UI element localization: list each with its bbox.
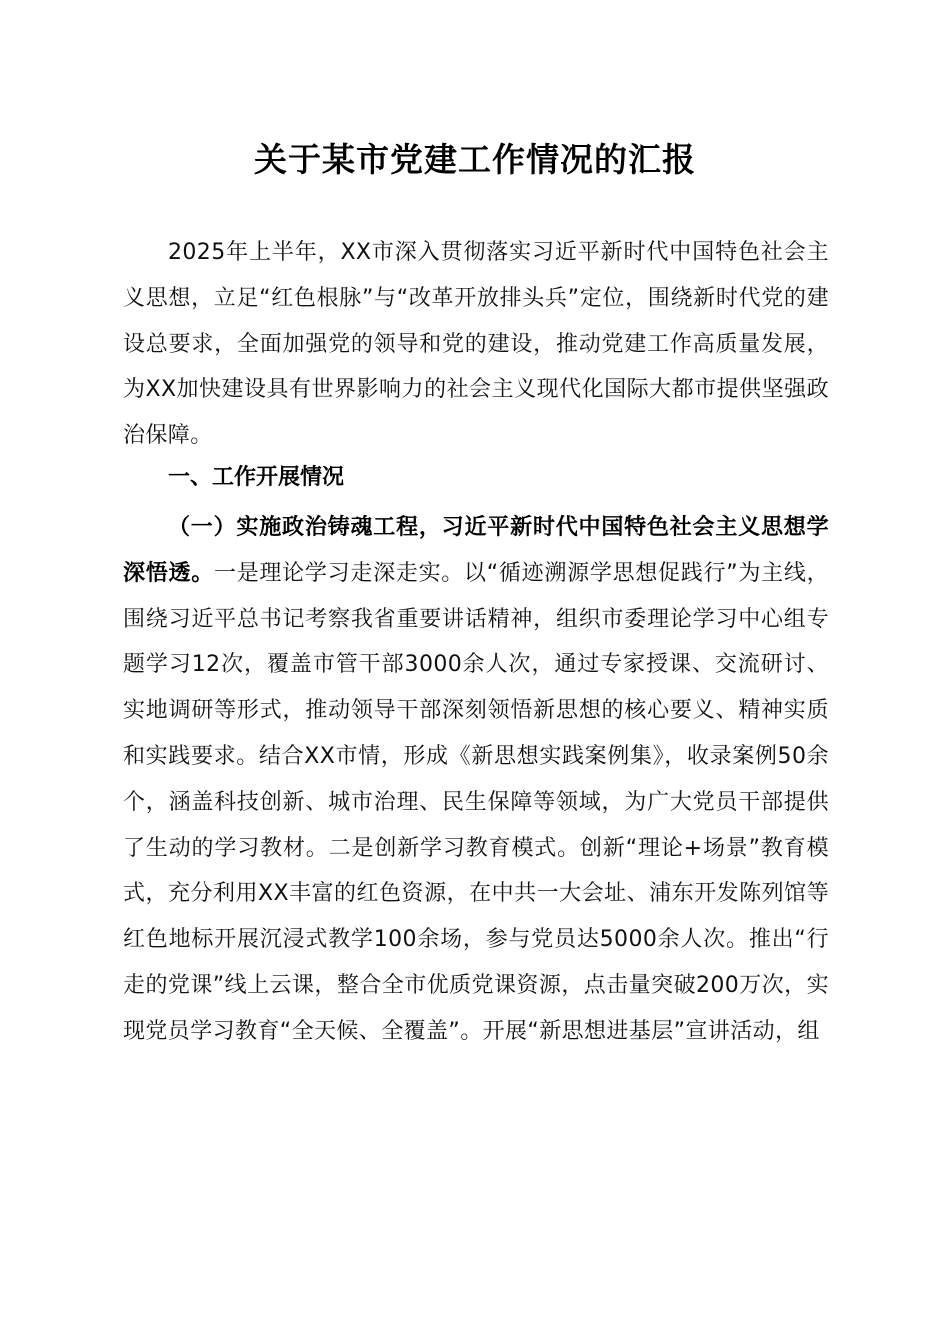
intro-paragraph: 2025年上半年，XX市深入贯彻落实习近平新时代中国特色社会主义思想，立足“红色根脉”与“改革开放排头兵”定位，围绕新时代党的建设总要求，全面加强党的领导和党的建设，推动党建工作高质量发展，为XX加快建设具有世界影响力的社会主义现代化国际大都市提供坚强政治保障。 — [123, 240, 829, 449]
subsection-paragraph — [123, 505, 829, 1055]
section-heading: 一、工作开展情况 — [168, 465, 345, 490]
subsection-lead: （一）实施政治铸魂工程，习近平新时代中国特色社会主义思想学深悟透。 — [123, 515, 829, 586]
subsection-body: 一是理论学习走深走实。以“循迹溯源学思想促践行”为主线，围绕习近平总书记考察我省重要讲话精神，组织市委理论学习中心组专题学习12次，覆盖市管干部3000余人次，通过专家授课、交流研讨、实地调研等形式，推动领导干部深刻领悟新思想的核心要义、精神实质和实践要求。结合XX市情，形成《新思想实践案例集》，收录案例50余个，涵盖科技创新、城市治理、民生保障等领域，为广大党员干部提供了生动的学习教材。二是创新学习教育模式。创新“理论+场景”教育模式，充分利用XX丰富的红色资源，在中共一大会址、浦东开发陈列馆等红色地标开展沉浸式教学100余场，参与党员达5000余人次。推出“行走的党课”线上云课，整合全市优质党课资源，点击量突破200万次，实现党员学习教育“全天候、全覆盖”。开展“新思想进基层”宣讲活动，组 — [123, 560, 829, 1044]
document-title: 关于某市党建工作情况的汇报 — [254, 140, 696, 179]
